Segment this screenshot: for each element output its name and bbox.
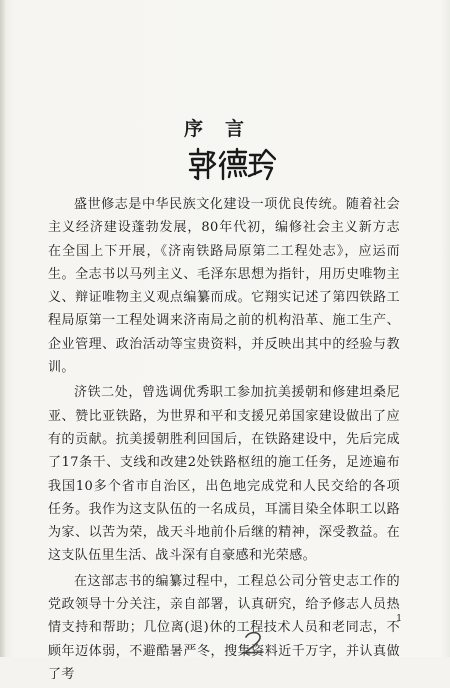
paragraph: 盛世修志是中华民族文化建设一项优良传统。随着社会主义经济建设蓬勃发展，80年代初，编修社会主义新方志在全国上下开展，《济南铁路局原第二工程处志》，应运而生。全志书以马列主义、毛泽东思想为指针，用历史唯物主义、辩证唯物主义观点编纂而成。它翔实记述了第四铁路工程局原第一工程处调来济南局之前的机构沿革、施工生产、企业管理、政治活动等宝贵资料，并反映出其中的经验与教训。 bbox=[48, 197, 400, 376]
page-title: 序言 bbox=[183, 118, 266, 140]
paragraph: 在这部志书的编纂过程中，工程总公司分管史志工作的党政领导十分关注，亲自部署，认真研究，给予修志人员热情支持和帮助；几位离(退)休的工程技术人员和老同志，不顾年迈体弱，不避酷暑严冬，搜集资料近千万字，并认真做了考 bbox=[48, 573, 400, 682]
handwritten-page-mark bbox=[240, 630, 268, 656]
paragraph: 济铁二处，曾选调优秀职工参加抗美援朝和修建坦桑尼亚、赞比亚铁路，为世界和平和支援兄弟国家建设做出了应有的贡献。抗美援朝胜利回国后，在铁路建设中，先后完成了17条干、支线和改建2处铁路枢纽的施工任务，足迹遍布我国10多个省市自治区，出色地完成党和人民交给的各项任务。我作为这支队伍的一名成员，耳濡目染全体职工以路为家、以苦为荣，战天斗地前仆后继的精神，深受教益。在这支队伍里生活、战斗深有自豪感和光荣感。 bbox=[48, 385, 400, 564]
page-number: 1 bbox=[396, 614, 402, 624]
preface-body bbox=[48, 193, 400, 688]
handwritten-signature bbox=[186, 146, 276, 182]
scan-edge-shadow bbox=[0, 0, 6, 657]
